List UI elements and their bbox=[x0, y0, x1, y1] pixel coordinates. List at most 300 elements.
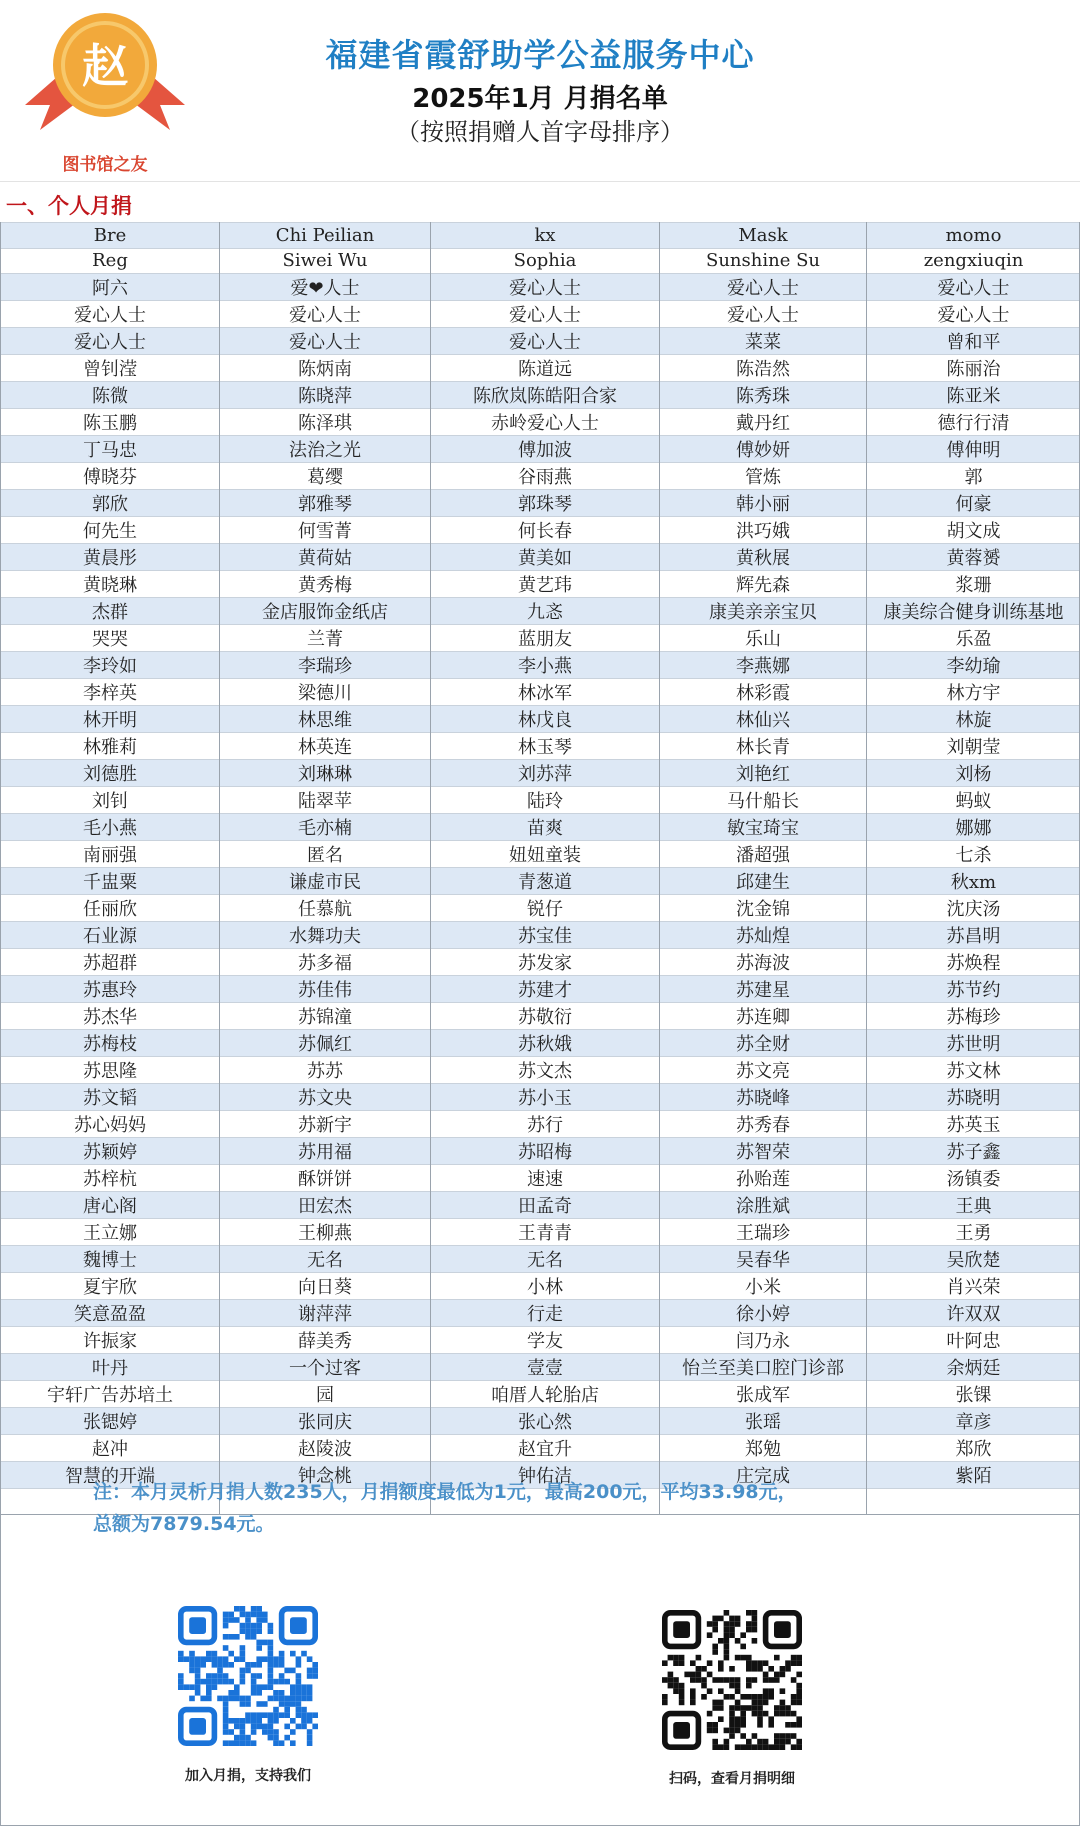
donor-name-cell: 林冰军 bbox=[431, 679, 660, 706]
donor-name-cell: 一个过客 bbox=[220, 1354, 431, 1381]
donor-name-cell: 张成军 bbox=[660, 1381, 867, 1408]
donor-name-cell: 余炳廷 bbox=[867, 1354, 1080, 1381]
donor-name-cell: 苏海波 bbox=[660, 949, 867, 976]
donor-name-cell: Sunshine Su bbox=[660, 248, 867, 274]
table-row bbox=[1, 463, 1080, 490]
donor-name-cell: 傅妙妍 bbox=[660, 436, 867, 463]
donor-name-cell: 林开明 bbox=[1, 706, 220, 733]
donor-name-cell: 林思维 bbox=[220, 706, 431, 733]
table-row bbox=[1, 625, 1080, 652]
donor-name-cell: 哭哭 bbox=[1, 625, 220, 652]
table-row bbox=[1, 1111, 1080, 1138]
table-row bbox=[1, 787, 1080, 814]
header-divider bbox=[0, 181, 1080, 182]
summary-note-line1: 注：本月灵析月捐人数235人，月捐额度最低为1元，最高200元，平均33.98元， bbox=[93, 1481, 797, 1503]
table-row bbox=[1, 490, 1080, 517]
donor-name-cell: 向日葵 bbox=[220, 1273, 431, 1300]
donor-name-cell: 何雪菁 bbox=[220, 517, 431, 544]
table-row bbox=[1, 301, 1080, 328]
donor-name-cell: 学友 bbox=[431, 1327, 660, 1354]
qr-code-icon bbox=[662, 1610, 802, 1750]
donor-name-cell: 薛美秀 bbox=[220, 1327, 431, 1354]
donor-name-cell: 汤镇委 bbox=[867, 1165, 1080, 1192]
donor-name-cell: 闫乃永 bbox=[660, 1327, 867, 1354]
donor-name-cell: 郑勉 bbox=[660, 1435, 867, 1462]
summary-note bbox=[93, 1476, 993, 1540]
donor-name-cell: 王立娜 bbox=[1, 1219, 220, 1246]
donor-name-cell: 夏宇欣 bbox=[1, 1273, 220, 1300]
donor-name-cell: 沈金锦 bbox=[660, 895, 867, 922]
donor-name-cell: 胡文成 bbox=[867, 517, 1080, 544]
donor-name-cell: 七杀 bbox=[867, 841, 1080, 868]
donor-name-cell: 刘杨 bbox=[867, 760, 1080, 787]
table-row bbox=[1, 976, 1080, 1003]
donor-name-cell: 爱心人士 bbox=[1, 328, 220, 355]
donor-name-cell: 傅晓芬 bbox=[1, 463, 220, 490]
donor-name-cell: 苏颖婷 bbox=[1, 1138, 220, 1165]
donor-name-cell: 黄荷姑 bbox=[220, 544, 431, 571]
table-row bbox=[1, 382, 1080, 409]
donor-name-cell: 陆翠苹 bbox=[220, 787, 431, 814]
donor-name-cell: 刘钊 bbox=[1, 787, 220, 814]
donor-name-cell: 田孟奇 bbox=[431, 1192, 660, 1219]
donor-name-cell: 刘艳红 bbox=[660, 760, 867, 787]
donor-name-cell: 苏敬衍 bbox=[431, 1003, 660, 1030]
table-row bbox=[1, 1273, 1080, 1300]
join-monthly-caption: 加入月捐，支持我们 bbox=[185, 1768, 311, 1784]
donor-name-cell: 陈丽治 bbox=[867, 355, 1080, 382]
donor-name-cell: 苏文亮 bbox=[660, 1057, 867, 1084]
donor-name-cell: 秋xm bbox=[867, 868, 1080, 895]
section-title: 一、个人月捐 bbox=[6, 193, 132, 218]
table-row bbox=[1, 895, 1080, 922]
donor-name-cell: 咱厝人轮胎店 bbox=[431, 1381, 660, 1408]
donor-name-cell: 林旋 bbox=[867, 706, 1080, 733]
donor-name-cell: 苏梅珍 bbox=[867, 1003, 1080, 1030]
donor-name-cell: 赤岭爱心人士 bbox=[431, 409, 660, 436]
donor-name-cell: 苏锦潼 bbox=[220, 1003, 431, 1030]
donor-name-cell: 苏宝佳 bbox=[431, 922, 660, 949]
table-row bbox=[1, 1138, 1080, 1165]
donor-name-cell: 傅加波 bbox=[431, 436, 660, 463]
donor-name-cell: 锐仔 bbox=[431, 895, 660, 922]
donor-name-cell: 林仙兴 bbox=[660, 706, 867, 733]
table-row bbox=[1, 248, 1080, 274]
donor-name-cell: 石业源 bbox=[1, 922, 220, 949]
donor-name-cell: 爱心人士 bbox=[431, 301, 660, 328]
donor-name-cell: 蓝朋友 bbox=[431, 625, 660, 652]
donor-name-cell: 章彦 bbox=[867, 1408, 1080, 1435]
donor-name-cell: 智慧的开端 bbox=[1, 1462, 220, 1489]
donor-name-cell: 丁马忠 bbox=[1, 436, 220, 463]
org-title: 福建省霞舒助学公益服务中心 bbox=[325, 36, 755, 74]
donor-name-cell: 苏小玉 bbox=[431, 1084, 660, 1111]
donor-name-cell: 速速 bbox=[431, 1165, 660, 1192]
donor-name-cell: 魏博士 bbox=[1, 1246, 220, 1273]
donor-name-cell: 陈亚米 bbox=[867, 382, 1080, 409]
donor-name-cell: 曾钊滢 bbox=[1, 355, 220, 382]
donor-name-cell: 邱建生 bbox=[660, 868, 867, 895]
donor-name-cell: 刘德胜 bbox=[1, 760, 220, 787]
donor-name-cell: 钟念桃 bbox=[220, 1462, 431, 1489]
donor-name-cell: Mask bbox=[660, 223, 867, 249]
table-row bbox=[1, 760, 1080, 787]
donor-name-cell: 爱心人士 bbox=[867, 301, 1080, 328]
donor-name-cell: 菜菜 bbox=[660, 328, 867, 355]
table-row bbox=[1, 436, 1080, 463]
donor-name-cell: 苏发家 bbox=[431, 949, 660, 976]
donor-name-cell: 刘苏萍 bbox=[431, 760, 660, 787]
donor-name-cell: 叶丹 bbox=[1, 1354, 220, 1381]
donor-name-cell: 傅伸明 bbox=[867, 436, 1080, 463]
donor-name-cell: 苗爽 bbox=[431, 814, 660, 841]
donor-name-cell: 王柳燕 bbox=[220, 1219, 431, 1246]
donor-name-cell: 徐小婷 bbox=[660, 1300, 867, 1327]
donor-name-cell: 苏心妈妈 bbox=[1, 1111, 220, 1138]
donor-name-cell: 李燕娜 bbox=[660, 652, 867, 679]
donor-name-cell: 王瑞珍 bbox=[660, 1219, 867, 1246]
donor-name-cell: kx bbox=[431, 223, 660, 249]
donor-name-cell: 苏昭梅 bbox=[431, 1138, 660, 1165]
donor-name-cell: Siwei Wu bbox=[220, 248, 431, 274]
table-row bbox=[1, 1165, 1080, 1192]
donor-name-cell: 苏世明 bbox=[867, 1030, 1080, 1057]
donor-name-cell: 何豪 bbox=[867, 490, 1080, 517]
table-row bbox=[1, 1084, 1080, 1111]
donor-name-cell: 陈玉鹏 bbox=[1, 409, 220, 436]
donor-name-cell: 许双双 bbox=[867, 1300, 1080, 1327]
list-subtitle: （按照捐赠人首字母排序） bbox=[396, 118, 684, 146]
donor-name-cell: 陈浩然 bbox=[660, 355, 867, 382]
donor-name-cell: 任慕航 bbox=[220, 895, 431, 922]
donor-name-cell: 青葱道 bbox=[431, 868, 660, 895]
donor-name-cell: 林玉琴 bbox=[431, 733, 660, 760]
donor-name-cell: 黄蓉赟 bbox=[867, 544, 1080, 571]
table-row bbox=[1, 949, 1080, 976]
donor-name-cell: 沈庆汤 bbox=[867, 895, 1080, 922]
donor-name-cell: 苏晓明 bbox=[867, 1084, 1080, 1111]
donor-name-cell: 陈晓萍 bbox=[220, 382, 431, 409]
donor-name-cell: 爱心人士 bbox=[660, 301, 867, 328]
donor-name-cell: 苏超群 bbox=[1, 949, 220, 976]
donor-name-cell: 谢萍萍 bbox=[220, 1300, 431, 1327]
donor-name-cell: 小米 bbox=[660, 1273, 867, 1300]
donor-name-cell: 苏佩红 bbox=[220, 1030, 431, 1057]
donor-name-cell: 肖兴荣 bbox=[867, 1273, 1080, 1300]
table-row bbox=[1, 1057, 1080, 1084]
donor-name-cell: 苏文央 bbox=[220, 1084, 431, 1111]
table-row bbox=[1, 706, 1080, 733]
donor-name-cell: 苏文杰 bbox=[431, 1057, 660, 1084]
table-row bbox=[1, 544, 1080, 571]
donor-name-cell: 匿名 bbox=[220, 841, 431, 868]
table-row bbox=[1, 1192, 1080, 1219]
table-row bbox=[1, 517, 1080, 544]
header bbox=[0, 0, 1080, 182]
donor-name-cell: 梁德川 bbox=[220, 679, 431, 706]
donor-name-cell: 苏佳伟 bbox=[220, 976, 431, 1003]
donor-name-cell: 郭 bbox=[867, 463, 1080, 490]
donor-name-cell: zengxiuqin bbox=[867, 248, 1080, 274]
donor-name-cell: 唐心阁 bbox=[1, 1192, 220, 1219]
table-row bbox=[1, 1003, 1080, 1030]
donor-name-cell: 潘超强 bbox=[660, 841, 867, 868]
donor-name-cell: 乐盈 bbox=[867, 625, 1080, 652]
donor-name-cell: 敏宝琦宝 bbox=[660, 814, 867, 841]
donor-name-cell: 苏秋娥 bbox=[431, 1030, 660, 1057]
donor-name-cell: 任丽欣 bbox=[1, 895, 220, 922]
donor-name-cell: 爱心人士 bbox=[660, 274, 867, 301]
donor-name-cell: 许振家 bbox=[1, 1327, 220, 1354]
donor-name-cell: 田宏杰 bbox=[220, 1192, 431, 1219]
donor-name-cell: 怡兰至美口腔门诊部 bbox=[660, 1354, 867, 1381]
donor-name-cell: 爱心人士 bbox=[867, 274, 1080, 301]
donor-name-cell: 苏昌明 bbox=[867, 922, 1080, 949]
join-monthly-qr[interactable] bbox=[178, 1606, 318, 1746]
donor-name-cell: 张同庆 bbox=[220, 1408, 431, 1435]
donor-name-cell: 葛缨 bbox=[220, 463, 431, 490]
donor-name-cell: 苏建才 bbox=[431, 976, 660, 1003]
donor-name-cell: 苏文林 bbox=[867, 1057, 1080, 1084]
donor-name-cell: 何先生 bbox=[1, 517, 220, 544]
donor-name-cell: 爱心人士 bbox=[220, 301, 431, 328]
donor-name-cell: 小林 bbox=[431, 1273, 660, 1300]
donor-name-cell: 李玲如 bbox=[1, 652, 220, 679]
table-row bbox=[1, 355, 1080, 382]
donor-name-cell: 苏行 bbox=[431, 1111, 660, 1138]
donor-name-cell: 林方宇 bbox=[867, 679, 1080, 706]
table-row bbox=[1, 652, 1080, 679]
donor-name-cell: 黄秋展 bbox=[660, 544, 867, 571]
donor-name-cell: 谦虚市民 bbox=[220, 868, 431, 895]
table-row bbox=[1, 814, 1080, 841]
donor-name-cell: 林英连 bbox=[220, 733, 431, 760]
donor-name-cell: 辉先森 bbox=[660, 571, 867, 598]
donor-name-cell: 陆玲 bbox=[431, 787, 660, 814]
svg-text:赵: 赵 bbox=[82, 39, 128, 93]
list-title: 2025年1月 月捐名单 bbox=[412, 84, 668, 114]
donor-name-cell: 千盅粟 bbox=[1, 868, 220, 895]
donor-name-cell: 林戊良 bbox=[431, 706, 660, 733]
donor-name-cell: momo bbox=[867, 223, 1080, 249]
table-row bbox=[1, 1381, 1080, 1408]
donor-name-cell: 吴欣楚 bbox=[867, 1246, 1080, 1273]
donor-name-cell: 叶阿忠 bbox=[867, 1327, 1080, 1354]
table-row bbox=[1, 598, 1080, 625]
donor-name-cell: 黄艺玮 bbox=[431, 571, 660, 598]
donor-name-cell: 郭欣 bbox=[1, 490, 220, 517]
donor-name-cell: 南丽强 bbox=[1, 841, 220, 868]
donor-name-cell: 紫陌 bbox=[867, 1462, 1080, 1489]
donor-name-cell: 林长青 bbox=[660, 733, 867, 760]
table-row bbox=[1, 1300, 1080, 1327]
donor-name-cell: 苏子鑫 bbox=[867, 1138, 1080, 1165]
donor-name-cell: 李幼瑜 bbox=[867, 652, 1080, 679]
table-row bbox=[1, 1327, 1080, 1354]
table-row bbox=[1, 1435, 1080, 1462]
table-row bbox=[1, 1408, 1080, 1435]
donor-name-cell: 水舞功夫 bbox=[220, 922, 431, 949]
donor-table-body bbox=[1, 223, 1080, 1515]
donor-name-cell: 涂胜斌 bbox=[660, 1192, 867, 1219]
donor-name-cell: 苏惠玲 bbox=[1, 976, 220, 1003]
donor-name-cell: 张锶婷 bbox=[1, 1408, 220, 1435]
donor-name-cell: 壹壹 bbox=[431, 1354, 660, 1381]
donor-name-cell: 郭珠琴 bbox=[431, 490, 660, 517]
donor-name-cell: 浆珊 bbox=[867, 571, 1080, 598]
donor-name-cell: 苏全财 bbox=[660, 1030, 867, 1057]
table-row bbox=[1, 679, 1080, 706]
donor-name-cell: 毛亦楠 bbox=[220, 814, 431, 841]
donor-name-cell: 孙贻莲 bbox=[660, 1165, 867, 1192]
donor-name-cell: 刘朝莹 bbox=[867, 733, 1080, 760]
donor-name-cell: 陈道远 bbox=[431, 355, 660, 382]
donor-name-cell: 苏新宇 bbox=[220, 1111, 431, 1138]
donor-name-cell: 李小燕 bbox=[431, 652, 660, 679]
donor-name-cell: 九忞 bbox=[431, 598, 660, 625]
donor-name-cell: 吴春华 bbox=[660, 1246, 867, 1273]
donor-name-cell: 酥饼饼 bbox=[220, 1165, 431, 1192]
monthly-detail-qr[interactable] bbox=[662, 1610, 802, 1750]
donor-name-cell: 爱心人士 bbox=[1, 301, 220, 328]
donor-name-cell: 苏节约 bbox=[867, 976, 1080, 1003]
donor-name-cell: 无名 bbox=[220, 1246, 431, 1273]
monthly-detail-caption: 扫码，查看月捐明细 bbox=[669, 1771, 795, 1787]
donor-name-cell: 苏灿煌 bbox=[660, 922, 867, 949]
donor-name-cell: 娜娜 bbox=[867, 814, 1080, 841]
donor-name-cell: 阿六 bbox=[1, 274, 220, 301]
donor-name-cell: 蚂蚁 bbox=[867, 787, 1080, 814]
donor-name-cell: 刘琳琳 bbox=[220, 760, 431, 787]
table-row bbox=[1, 274, 1080, 301]
donor-name-cell: 爱心人士 bbox=[431, 274, 660, 301]
donor-name-cell: Chi Peilian bbox=[220, 223, 431, 249]
donor-name-cell: 韩小丽 bbox=[660, 490, 867, 517]
donor-name-cell: 苏焕程 bbox=[867, 949, 1080, 976]
table-row bbox=[1, 328, 1080, 355]
donor-name-cell: 林彩霞 bbox=[660, 679, 867, 706]
table-row bbox=[1, 733, 1080, 760]
donor-name-cell: 何长春 bbox=[431, 517, 660, 544]
donor-name-cell: 陈秀珠 bbox=[660, 382, 867, 409]
donor-name-cell: 黄秀梅 bbox=[220, 571, 431, 598]
donor-name-cell: 赵陵波 bbox=[220, 1435, 431, 1462]
table-row bbox=[1, 1246, 1080, 1273]
donor-name-cell: 钟佑洁 bbox=[431, 1462, 660, 1489]
donor-name-cell: 苏建星 bbox=[660, 976, 867, 1003]
frame-left bbox=[0, 222, 1, 1826]
donor-name-cell: 黄晓琳 bbox=[1, 571, 220, 598]
donor-name-cell: 张心然 bbox=[431, 1408, 660, 1435]
donor-name-cell: Sophia bbox=[431, 248, 660, 274]
donor-name-cell: 苏用福 bbox=[220, 1138, 431, 1165]
donor-name-cell: 李瑞珍 bbox=[220, 652, 431, 679]
donor-name-cell: 陈微 bbox=[1, 382, 220, 409]
donor-name-cell: 赵宜升 bbox=[431, 1435, 660, 1462]
donor-name-cell: 苏晓峰 bbox=[660, 1084, 867, 1111]
donor-name-cell: 王勇 bbox=[867, 1219, 1080, 1246]
donor-name-cell: 宇轩广告苏培土 bbox=[1, 1381, 220, 1408]
donor-name-cell: Reg bbox=[1, 248, 220, 274]
donor-name-cell: 法治之光 bbox=[220, 436, 431, 463]
donor-name-cell: 苏多福 bbox=[220, 949, 431, 976]
donor-name-cell: 乐山 bbox=[660, 625, 867, 652]
donor-name-cell: 德行行清 bbox=[867, 409, 1080, 436]
donor-name-cell: 王青青 bbox=[431, 1219, 660, 1246]
donor-name-cell: 郭雅琴 bbox=[220, 490, 431, 517]
donor-name-cell: 林雅莉 bbox=[1, 733, 220, 760]
donor-name-cell: 黄美如 bbox=[431, 544, 660, 571]
donor-name-cell: 康美亲亲宝贝 bbox=[660, 598, 867, 625]
donor-name-cell: 曾和平 bbox=[867, 328, 1080, 355]
table-row bbox=[1, 841, 1080, 868]
table-row bbox=[1, 571, 1080, 598]
donor-name-cell: 行走 bbox=[431, 1300, 660, 1327]
donor-name-cell: 马什船长 bbox=[660, 787, 867, 814]
donor-name-cell: 妞妞童装 bbox=[431, 841, 660, 868]
donor-name-cell: 无名 bbox=[431, 1246, 660, 1273]
donor-name-cell: 苏英玉 bbox=[867, 1111, 1080, 1138]
donor-name-cell: 郑欣 bbox=[867, 1435, 1080, 1462]
donor-name-cell: 苏连卿 bbox=[660, 1003, 867, 1030]
donor-name-cell: 爱❤人士 bbox=[220, 274, 431, 301]
donor-name-cell: 金店服饰金纸店 bbox=[220, 598, 431, 625]
donor-name-cell: 张瑶 bbox=[660, 1408, 867, 1435]
donor-name-cell: 陈欣岚陈皓阳合家 bbox=[431, 382, 660, 409]
summary-note-line2: 总额为7879.54元。 bbox=[93, 1513, 275, 1535]
donor-name-cell: 庄完成 bbox=[660, 1462, 867, 1489]
table-row bbox=[1, 409, 1080, 436]
table-row bbox=[1, 223, 1080, 249]
donor-name-cell: 戴丹红 bbox=[660, 409, 867, 436]
donor-name-cell: 洪巧娥 bbox=[660, 517, 867, 544]
donor-name-cell: 笑意盈盈 bbox=[1, 1300, 220, 1327]
table-row bbox=[1, 1219, 1080, 1246]
donor-name-cell: Bre bbox=[1, 223, 220, 249]
donor-table bbox=[0, 222, 1080, 1515]
donor-name-cell: 苏杰华 bbox=[1, 1003, 220, 1030]
donor-name-cell: 康美综合健身训练基地 bbox=[867, 598, 1080, 625]
donor-name-cell: 苏梓杭 bbox=[1, 1165, 220, 1192]
table-row bbox=[1, 922, 1080, 949]
donor-name-cell: 毛小燕 bbox=[1, 814, 220, 841]
qr-code-icon bbox=[178, 1606, 318, 1746]
donor-name-cell: 李梓英 bbox=[1, 679, 220, 706]
table-row bbox=[1, 1354, 1080, 1381]
table-row bbox=[1, 868, 1080, 895]
donor-name-cell: 苏文韬 bbox=[1, 1084, 220, 1111]
donor-name-cell: 苏苏 bbox=[220, 1057, 431, 1084]
donor-name-cell: 爱心人士 bbox=[220, 328, 431, 355]
donor-name-cell: 苏智荣 bbox=[660, 1138, 867, 1165]
donor-name-cell: 兰菁 bbox=[220, 625, 431, 652]
donor-name-cell: 谷雨燕 bbox=[431, 463, 660, 490]
donor-name-cell: 园 bbox=[220, 1381, 431, 1408]
donor-name-cell: 黄晨彤 bbox=[1, 544, 220, 571]
donor-name-cell: 苏梅枝 bbox=[1, 1030, 220, 1057]
donor-name-cell: 苏秀春 bbox=[660, 1111, 867, 1138]
donor-name-cell: 王典 bbox=[867, 1192, 1080, 1219]
donor-name-cell: 苏思隆 bbox=[1, 1057, 220, 1084]
table-row bbox=[1, 1030, 1080, 1057]
donor-name-cell: 陈炳南 bbox=[220, 355, 431, 382]
donor-name-cell: 管炼 bbox=[660, 463, 867, 490]
logo-caption: 图书馆之友 bbox=[62, 155, 148, 175]
donor-name-cell: 杰群 bbox=[1, 598, 220, 625]
donor-name-cell: 爱心人士 bbox=[431, 328, 660, 355]
donor-name-cell: 赵冲 bbox=[1, 1435, 220, 1462]
donor-name-cell: 陈泽琪 bbox=[220, 409, 431, 436]
